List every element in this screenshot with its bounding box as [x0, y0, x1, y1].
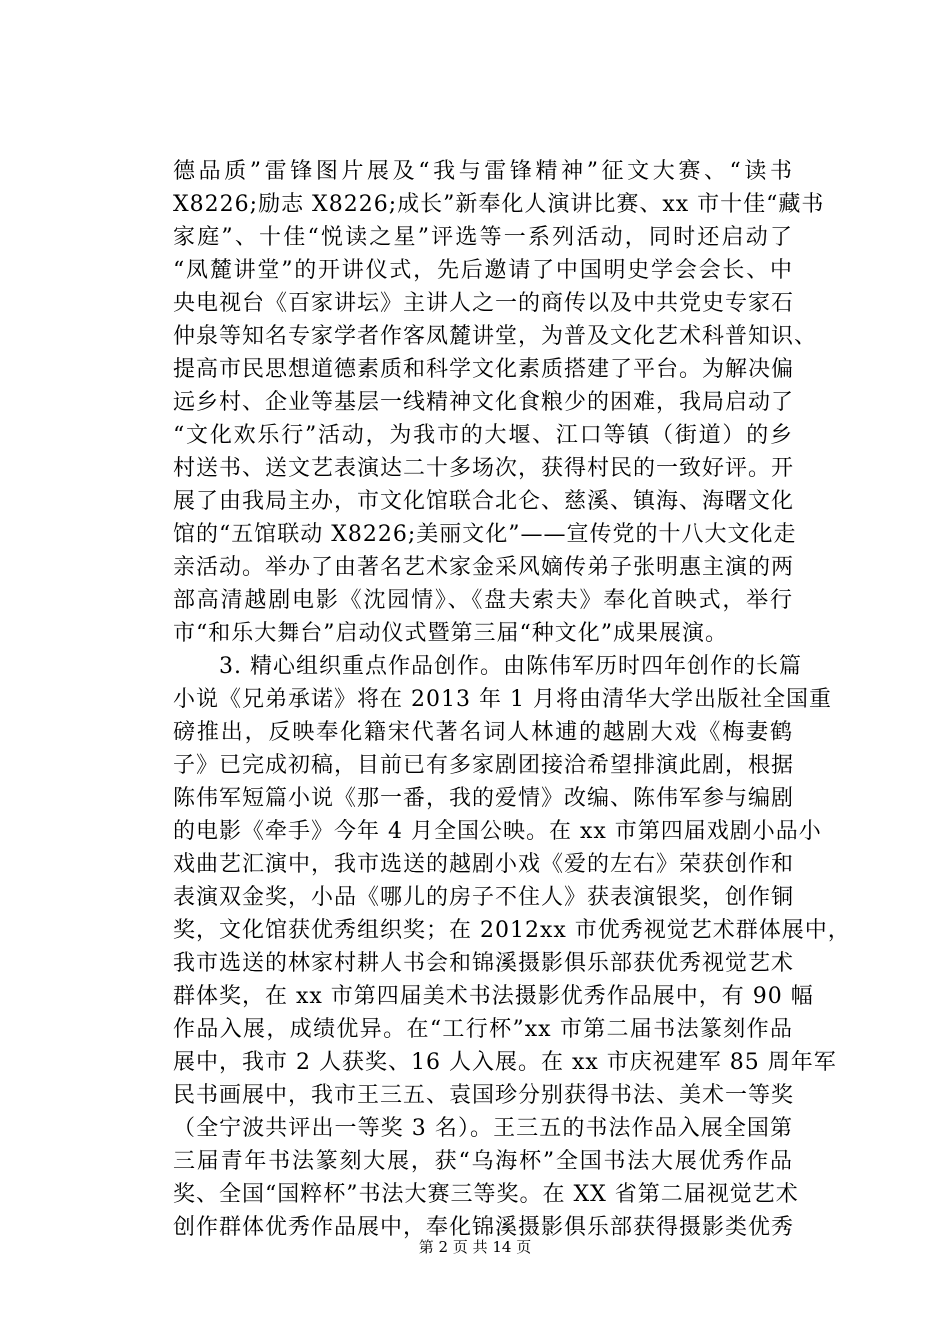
text-line: 奖，文化馆获优秀组织奖；在 2012xx 市优秀视觉艺术群体展中， — [173, 918, 851, 943]
text-line: X8226;励志 X8226;成长”新奉化人演讲比赛、xx 市十佳“藏书 — [173, 192, 825, 217]
text-line: 三届青年书法篆刻大展，获“乌海杯”全国书法大展优秀作品 — [173, 1149, 793, 1174]
text-line: 仲泉等知名专家学者作客凤麓讲堂，为普及文化艺术科普知识、 — [173, 324, 818, 349]
text-line: “文化欢乐行”活动，为我市的大堰、江口等镇（街道）的乡 — [173, 423, 793, 448]
text-line: 子》已完成初稿，目前已有多家剧团接洽希望排演此剧，根据 — [173, 753, 795, 778]
text-line: 表演双金奖，小品《哪儿的房子不住人》获表演银奖，创作铜 — [173, 885, 795, 910]
text-line: 小说《兄弟承诺》将在 2013 年 1 月将由清华大学出版社全国重 — [173, 687, 832, 712]
text-line: 陈伟军短篇小说《那一番，我的爱情》改编、陈伟军参与编剧 — [173, 786, 795, 811]
text-line: 部高清越剧电影《沈园情》、《盘夫索夫》奉化首映式，举行 — [173, 588, 793, 613]
text-line: 民书画展中，我市王三五、袁国珍分别获得书法、美术一等奖 — [173, 1083, 795, 1108]
text-line: 展了由我局主办，市文化馆联合北仑、慈溪、镇海、海曙文化 — [173, 489, 795, 514]
text-line: 磅推出，反映奉化籍宋代著名词人林逋的越剧大戏《梅妻鹤 — [173, 720, 793, 745]
text-line: （全宁波共评出一等奖 3 名）。王三五的书法作品入展全国第 — [173, 1116, 793, 1141]
page-footer: 第 2 页 共 14 页 — [418, 1238, 532, 1256]
text-line: 展中，我市 2 人获奖、16 人入展。在 xx 市庆祝建军 85 周年军 — [173, 1050, 837, 1075]
text-line: 创作群体优秀作品展中，奉化锦溪摄影俱乐部获得摄影类优秀 — [173, 1215, 795, 1240]
text-line: 央电视台《百家讲坛》主讲人之一的商传以及中共党史专家石 — [173, 291, 795, 316]
text-line: 市“和乐大舞台”启动仪式暨第三届“种文化”成果展演。 — [173, 621, 728, 646]
body-text — [173, 155, 851, 1244]
text-line: 村送书、送文艺表演达二十多场次，获得村民的一致好评。开 — [173, 456, 795, 481]
text-line: 亲活动。举办了由著名艺术家金采风嫡传弟子张明惠主演的两 — [173, 555, 795, 580]
text-line: 奖、全国“国粹杯”书法大赛三等奖。在 XX 省第二届视觉艺术 — [173, 1182, 799, 1207]
section-heading-line: 3. 精心组织重点作品创作。由陈伟军历时四年创作的长篇 — [173, 654, 802, 679]
text-line: 德品质”雷锋图片展及“我与雷锋精神”征文大赛、“读书 — [173, 159, 793, 184]
text-line: 群体奖，在 xx 市第四届美术书法摄影优秀作品展中，有 90 幅 — [173, 984, 814, 1009]
text-line: 的电影《牵手》今年 4 月全国公映。在 xx 市第四届戏剧小品小 — [173, 819, 822, 844]
text-line: 馆的“五馆联动 X8226;美丽文化”——宣传党的十八大文化走 — [173, 522, 797, 547]
text-line: 戏曲艺汇演中，我市选送的越剧小戏《爱的左右》荣获创作和 — [173, 852, 795, 877]
text-line: 我市选送的林家村耕人书会和锦溪摄影俱乐部获优秀视觉艺术 — [173, 951, 795, 976]
text-line: 作品入展，成绩优异。在“工行杯”xx 市第二届书法篆刻作品 — [173, 1017, 793, 1042]
text-line: 家庭”、十佳“悦读之星”评选等一系列活动，同时还启动了 — [173, 225, 793, 250]
text-line: 远乡村、企业等基层一线精神文化食粮少的困难，我局启动了 — [173, 390, 795, 415]
text-line: “凤麓讲堂”的开讲仪式，先后邀请了中国明史学会会长、中 — [173, 258, 793, 283]
text-line: 提高市民思想道德素质和科学文化素质搭建了平台。为解决偏 — [173, 357, 795, 382]
